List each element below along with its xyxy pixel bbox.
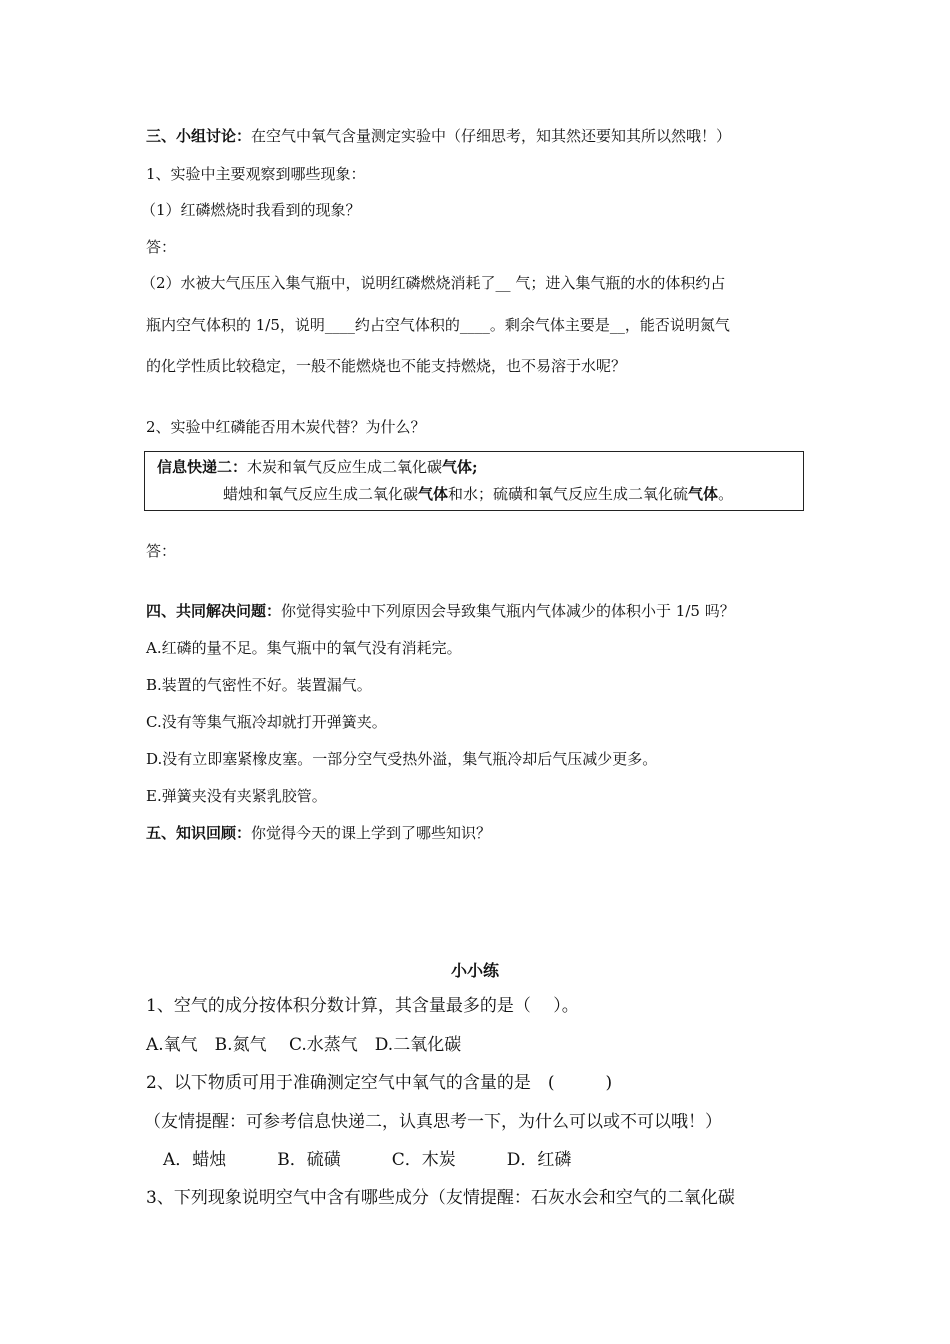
option-c: C.没有等集气瓶冷却就打开弹簧夹。 [146,713,387,731]
question-1-2-line1: （2）水被大气压压入集气瓶中，说明红磷燃烧消耗了__ 气；进入集气瓶的水的体积约占 [141,274,726,292]
info-bold: 气体 [688,485,719,503]
practice-q2: 2、以下物质可用于准确测定空气中氧气的含量的是 ( ) [146,1073,613,1093]
section5-intro: 你觉得今天的课上学到了哪些知识？ [251,824,492,842]
option-a: A.红磷的量不足。集气瓶中的氧气没有消耗完。 [146,639,462,657]
info-text: 。 [718,485,734,503]
practice-q1-options: A.氧气 B.氮气 C.水蒸气 D.二氧化碳 [146,1035,462,1055]
section4-heading-line [146,601,735,621]
info-box [144,451,804,511]
question-1-2-line2: 瓶内空气体积的 1/5，说明____约占空气体积的____。剩余气体主要是__，能否说明氮气 [146,316,730,334]
section3-intro: 在空气中氧气含量测定实验中（仔细思考，知其然还要知其所以然哦！） [251,127,732,145]
question-1: 1、实验中主要观察到哪些现象： [146,165,366,183]
info-box-line1 [157,456,478,478]
info-bold: 气体 [418,485,449,503]
info-text: 木炭和氧气反应生成二氧化碳 [247,458,443,476]
option-b: B.装置的气密性不好。装置漏气。 [146,676,372,694]
section4-heading: 四、共同解决问题： [146,602,282,620]
answer-label-2: 答： [146,542,177,560]
info-box-heading: 信息快递二： [157,458,248,476]
practice-q1: 1、空气的成分按体积分数计算，其含量最多的是（ ）。 [146,996,579,1016]
option-e: E.弹簧夹没有夹紧乳胶管。 [146,787,327,805]
practice-title: 小小练 [450,961,499,980]
practice-q2-hint: （友情提醒：可参考信息快递二，认真思考一下，为什么可以或不可以哦！） [144,1112,722,1132]
question-2: 2、实验中红磷能否用木炭代替？为什么？ [146,418,426,436]
section5-heading-line [146,823,491,843]
option-d: D.没有立即塞紧橡皮塞。一部分空气受热外溢，集气瓶冷却后气压减少更多。 [146,750,658,768]
info-text: 蜡烛和氧气反应生成二氧化碳 [223,485,419,503]
question-1-1: （1）红磷燃烧时我看到的现象？ [141,201,361,219]
info-box-line2 [223,483,733,505]
section3-heading: 三、小组讨论： [146,127,252,145]
question-1-2-line3: 的化学性质比较稳定，一般不能燃烧也不能支持燃烧，也不易溶于水呢？ [146,357,627,375]
answer-label: 答： [146,238,177,256]
section3-heading-line [146,126,731,146]
practice-q3: 3、下列现象说明空气中含有哪些成分（友情提醒：石灰水会和空气的二氧化碳 [146,1188,735,1208]
practice-q2-options: A．蜡烛 B．硫磺 C．木炭 D．红磷 [163,1150,572,1170]
section5-heading: 五、知识回顾： [146,824,252,842]
info-text: 和水；硫磺和氧气反应生成二氧化硫 [448,485,689,503]
section4-intro: 你觉得实验中下列原因会导致集气瓶内气体减少的体积小于 1/5 吗？ [281,602,735,620]
info-bold: 气体; [442,458,478,476]
